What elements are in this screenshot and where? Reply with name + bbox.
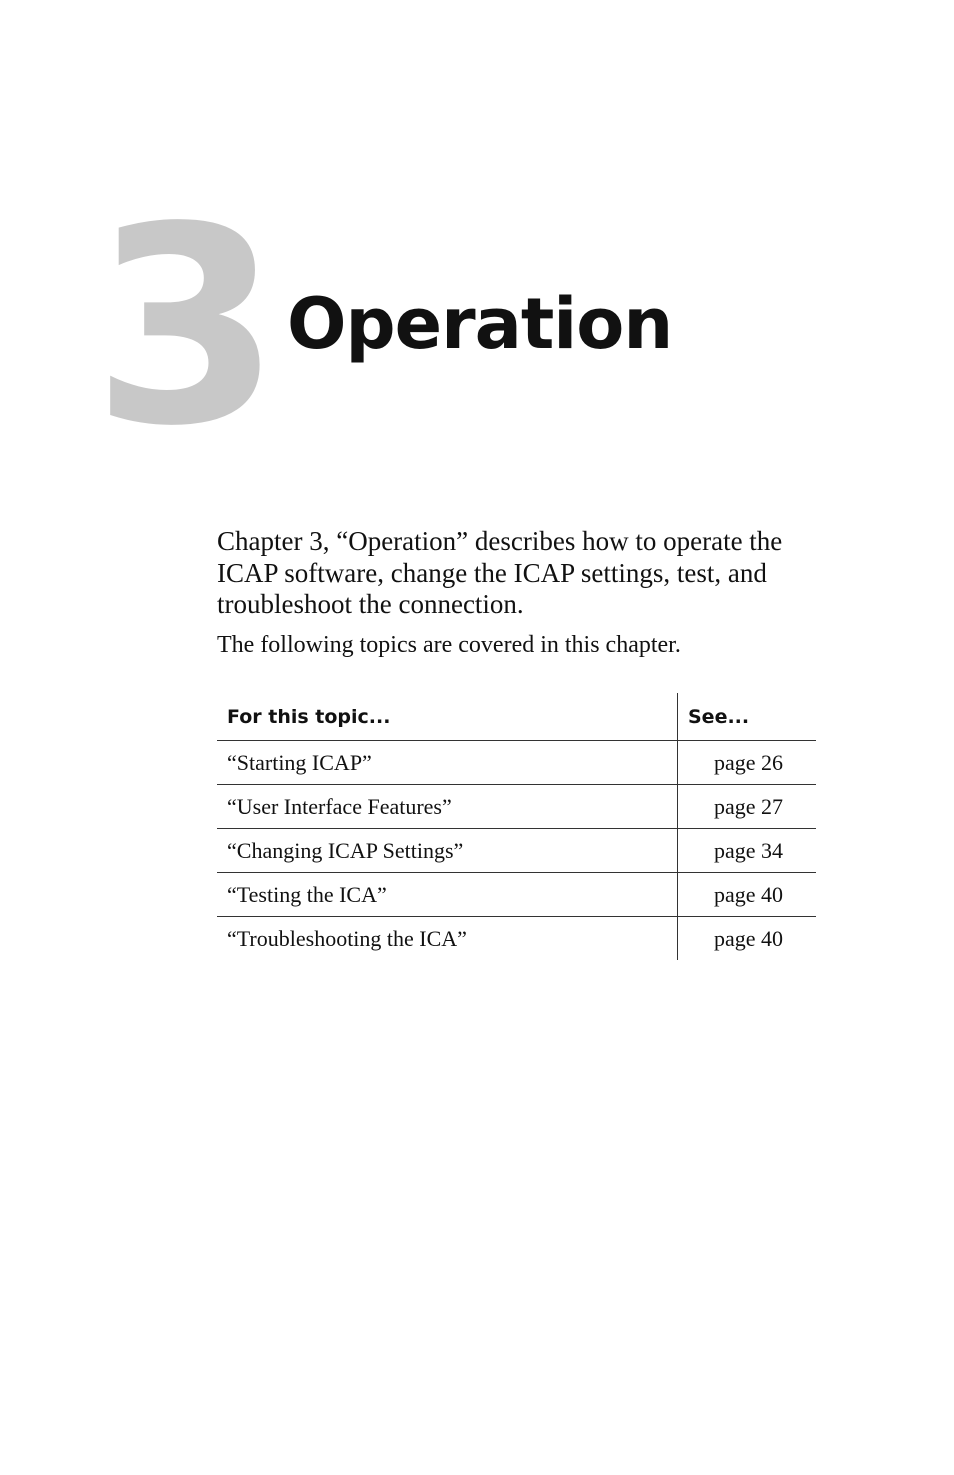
header-see: See... bbox=[678, 693, 817, 741]
topic-cell[interactable]: “Troubleshooting the ICA” bbox=[217, 917, 678, 961]
chapter-intro: Chapter 3, “Operation” describes how to operate the ICAP software, change the ICAP settings, test, and troubleshoot the connection. bbox=[217, 526, 783, 619]
header-topic: For this topic... bbox=[217, 693, 678, 741]
page-cell[interactable]: page 40 bbox=[678, 917, 817, 961]
page-cell[interactable]: page 34 bbox=[678, 829, 817, 873]
table-row bbox=[217, 829, 816, 873]
topics-table bbox=[217, 693, 816, 960]
table-row bbox=[217, 917, 816, 961]
topic-cell[interactable]: “Testing the ICA” bbox=[217, 873, 678, 917]
topic-cell[interactable]: “Starting ICAP” bbox=[227, 749, 372, 775]
page-cell[interactable]: page 40 bbox=[678, 873, 817, 917]
table-header-row bbox=[217, 693, 816, 741]
page-cell[interactable]: page 27 bbox=[678, 785, 817, 829]
chapter-title: Operation bbox=[287, 283, 673, 365]
topics-lead: The following topics are covered in this chapter. bbox=[217, 632, 681, 658]
topic-cell[interactable]: “User Interface Features” bbox=[217, 785, 678, 829]
topic-cell[interactable]: “Changing ICAP Settings” bbox=[217, 829, 678, 873]
table-row bbox=[217, 873, 816, 917]
page-cell[interactable]: page 26 bbox=[678, 741, 817, 785]
table-row bbox=[217, 741, 816, 785]
table-row bbox=[217, 785, 816, 829]
chapter-number: 3 bbox=[92, 170, 276, 486]
